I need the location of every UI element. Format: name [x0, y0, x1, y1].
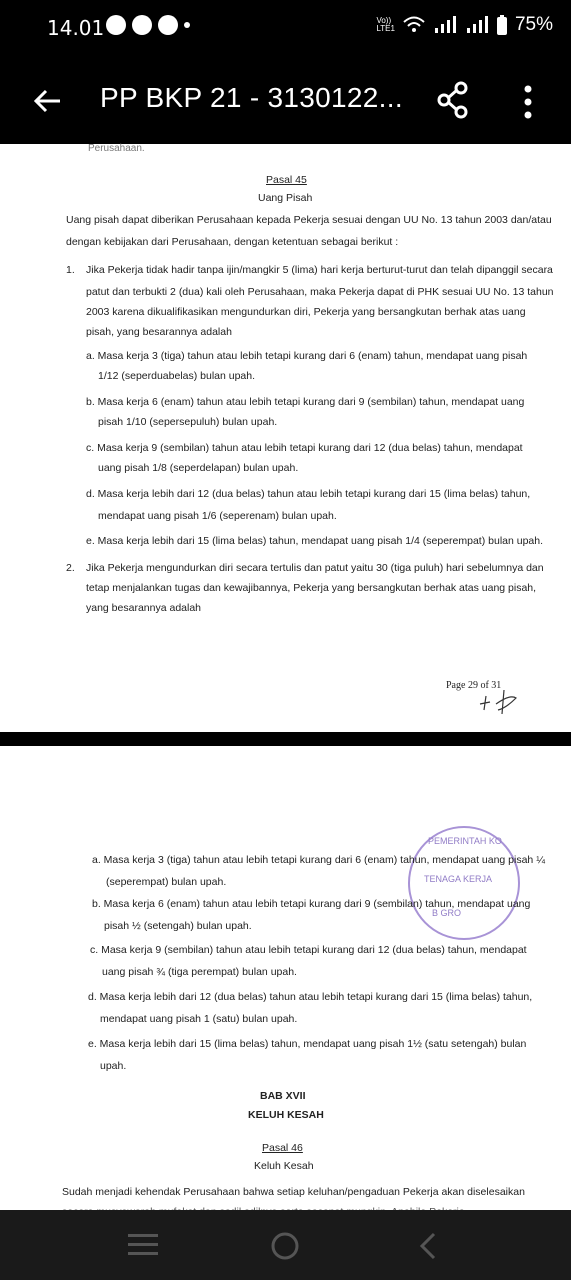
paragraph-line: tetap menjalankan tugas dan kewajibannya, Pekerja yang bersangkutan berhak atas uang pisah, — [86, 582, 537, 594]
paragraph-line: patut dan terbukti 2 (dua) kali oleh Perusahaan, maka Pekerja dapat di PHK sesuai UU No. 13 tahun — [86, 286, 554, 298]
list-number: 2. — [66, 562, 75, 574]
chapter-number: BAB XVII — [260, 1090, 306, 1102]
wifi-icon — [403, 16, 425, 34]
list-item: c. Masa kerja 9 (sembilan) tahun atau lebih tetapi kurang dari 12 (dua belas) tahun, mendapat — [86, 442, 523, 454]
page-separator — [0, 732, 571, 746]
stamp-text: TENAGA KERJA — [424, 874, 493, 884]
paragraph-line: pisah, yang besarannya adalah — [86, 326, 232, 338]
back-nav-icon[interactable] — [418, 1232, 438, 1260]
section-heading: Uang Pisah — [258, 192, 313, 204]
list-item: e. Masa kerja lebih dari 15 (lima belas) tahun, mendapat uang pisah 1/4 (seperempat) bulan upah. — [86, 535, 544, 547]
paragraph-line: 2003 karena dikualifikasikan mengundurkan diri, Pekerja yang bersangkutan berhak atas uang — [86, 306, 526, 318]
volte-icon: Vo)) LTE1 — [376, 16, 395, 33]
document-page-29 — [0, 144, 571, 732]
list-item: mendapat uang pisah 1 (satu) bulan upah. — [100, 1013, 298, 1025]
app-notification-icon-2 — [158, 15, 178, 35]
stamp-text: PEMERINTAH KO — [428, 836, 502, 846]
pasal-heading: Pasal 46 — [262, 1142, 303, 1154]
paragraph-line: Jika Pekerja mengundurkan diri secara tertulis dan patut yaitu 30 (tiga puluh) hari sebelumnya dan — [86, 562, 544, 574]
list-item: 1/12 (seperduabelas) bulan upah. — [98, 370, 256, 382]
status-time: 14.01 — [47, 16, 105, 40]
back-arrow-icon[interactable] — [30, 84, 64, 118]
chapter-title: KELUH KESAH — [248, 1109, 324, 1121]
list-item: pisah ½ (setengah) bulan upah. — [104, 920, 252, 932]
list-item: mendapat uang pisah 1/6 (seperenam) bulan upah. — [98, 510, 337, 522]
list-item: d. Masa kerja lebih dari 12 (dua belas) tahun atau lebih tetapi kurang dari 15 (lima belas) tahun, — [88, 991, 533, 1003]
list-number: 1. — [66, 264, 75, 276]
list-item: e. Masa kerja lebih dari 15 (lima belas) tahun, mendapat uang pisah 1½ (satu setengah) bulan — [88, 1038, 527, 1050]
signature-mark — [476, 684, 522, 718]
more-options-icon[interactable] — [518, 84, 538, 120]
list-item: b. Masa kerja 6 (enam) tahun atau lebih tetapi kurang dari 9 (sembilan) tahun, mendapat uang — [92, 898, 531, 910]
list-item: upah. — [100, 1060, 127, 1072]
notification-icons — [106, 15, 190, 35]
paragraph-line: Uang pisah dapat diberikan Perusahaan kepada Pekerja sesuai dengan UU No. 13 tahun 2003 dan/atau — [66, 214, 552, 226]
paragraph-line: yang besarannya adalah — [86, 602, 202, 614]
list-item: pisah 1/10 (sepersepuluh) bulan upah. — [98, 416, 278, 428]
list-item: a. Masa kerja 3 (tiga) tahun atau lebih tetapi kurang dari 6 (enam) tahun, mendapat uang pisah — [86, 350, 528, 362]
paragraph-line: dengan kebijakan dari Perusahaan, dengan ketentuan sebagai berikut : — [66, 236, 399, 248]
list-item: a. Masa kerja 3 (tiga) tahun atau lebih tetapi kurang dari 6 (enam) tahun, mendapat uang pisah ¼ — [92, 854, 545, 866]
more-notifications-icon — [184, 22, 190, 28]
signal-icon — [433, 16, 457, 34]
page-fragment-text: Perusahaan. — [88, 143, 145, 154]
paragraph-line: Jika Pekerja tidak hadir tanpa ijin/mangkir 5 (lima) hari kerja berturut-turut dan telah dipanggil secara — [86, 264, 553, 276]
section-heading: Keluh Kesah — [254, 1160, 314, 1172]
official-stamp — [408, 826, 520, 940]
status-right — [376, 14, 553, 36]
share-icon[interactable] — [436, 80, 470, 120]
list-item: d. Masa kerja lebih dari 12 (dua belas) tahun atau lebih tetapi kurang dari 15 (lima belas) tahun, — [86, 488, 531, 500]
app-bar — [0, 56, 571, 144]
message-icon — [106, 15, 126, 35]
list-item: (seperempat) bulan upah. — [106, 876, 227, 888]
app-notification-icon — [132, 15, 152, 35]
document-page-30 — [0, 746, 571, 1210]
battery-icon — [497, 15, 507, 35]
home-icon[interactable] — [270, 1231, 300, 1261]
page-number: Page 29 of 31 — [446, 680, 502, 691]
recent-apps-icon[interactable] — [128, 1232, 158, 1258]
signal-icon-2 — [465, 16, 489, 34]
document-title: PP BKP 21 - 3130122... — [100, 82, 403, 113]
paragraph-line: Sudah menjadi kehendak Perusahaan bahwa setiap keluhan/pengaduan Pekerja akan diselesaikan — [62, 1186, 525, 1198]
list-item: c. Masa kerja 9 (sembilan) tahun atau lebih tetapi kurang dari 12 (dua belas) tahun, mendapat — [90, 944, 527, 956]
list-item: uang pisah 1/8 (seperdelapan) bulan upah. — [98, 462, 299, 474]
battery-level: 75% — [514, 14, 553, 35]
pasal-heading: Pasal 45 — [266, 174, 307, 186]
list-item: b. Masa kerja 6 (enam) tahun atau lebih tetapi kurang dari 9 (sembilan) tahun, mendapat uang — [86, 396, 525, 408]
list-item: uang pisah ¾ (tiga perempat) bulan upah. — [102, 966, 297, 978]
system-navigation-bar — [0, 1210, 571, 1280]
stamp-text: B GRO — [432, 908, 462, 918]
status-bar — [0, 0, 571, 56]
